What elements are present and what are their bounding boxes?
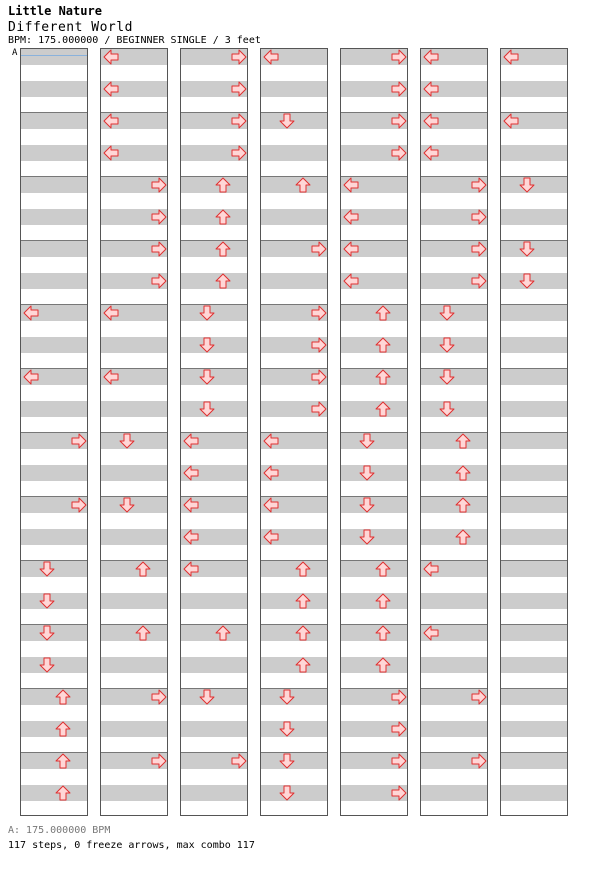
arrow-left-icon xyxy=(263,529,279,545)
beat-stripe xyxy=(21,145,87,161)
arrow-down-icon xyxy=(439,369,455,385)
beat-stripe xyxy=(21,273,87,289)
chart-column xyxy=(340,48,408,816)
beat-stripe xyxy=(21,241,87,257)
beat-stripe xyxy=(261,593,327,609)
beat-stripe xyxy=(421,465,487,481)
beat-stripe xyxy=(341,593,407,609)
arrow-up-icon xyxy=(375,305,391,321)
arrow-down-icon xyxy=(199,337,215,353)
arrow-up-icon xyxy=(55,753,71,769)
arrow-left-icon xyxy=(183,529,199,545)
beat-stripe xyxy=(421,785,487,801)
arrow-up-icon xyxy=(375,401,391,417)
arrow-right-icon xyxy=(231,49,247,65)
beat-stripe xyxy=(421,529,487,545)
arrow-right-icon xyxy=(471,689,487,705)
measure-line xyxy=(341,368,407,369)
arrow-right-icon xyxy=(231,145,247,161)
arrow-up-icon xyxy=(455,465,471,481)
arrow-right-icon xyxy=(151,753,167,769)
beat-stripe xyxy=(501,529,567,545)
beat-stripe xyxy=(341,657,407,673)
beat-stripe xyxy=(501,81,567,97)
arrow-down-icon xyxy=(279,113,295,129)
arrow-right-icon xyxy=(471,209,487,225)
arrow-up-icon xyxy=(55,785,71,801)
arrow-down-icon xyxy=(199,305,215,321)
measure-line xyxy=(341,560,407,561)
arrow-up-icon xyxy=(375,625,391,641)
arrow-right-icon xyxy=(391,81,407,97)
chart-column xyxy=(260,48,328,816)
arrow-up-icon xyxy=(455,497,471,513)
arrow-down-icon xyxy=(39,625,55,641)
measure-line xyxy=(101,624,167,625)
beat-stripe xyxy=(261,561,327,577)
beat-stripe xyxy=(501,753,567,769)
arrow-down-icon xyxy=(519,177,535,193)
beat-stripe xyxy=(261,657,327,673)
arrow-left-icon xyxy=(183,497,199,513)
arrow-right-icon xyxy=(391,49,407,65)
arrow-up-icon xyxy=(295,561,311,577)
arrow-down-icon xyxy=(439,337,455,353)
beat-stripe xyxy=(341,305,407,321)
beat-stripe xyxy=(181,721,247,737)
arrow-right-icon xyxy=(471,177,487,193)
arrow-down-icon xyxy=(199,401,215,417)
beat-stripe xyxy=(101,561,167,577)
arrow-down-icon xyxy=(359,497,375,513)
beat-stripe xyxy=(21,209,87,225)
arrow-right-icon xyxy=(391,721,407,737)
beat-stripe xyxy=(101,593,167,609)
beat-stripe xyxy=(261,209,327,225)
beat-stripe xyxy=(21,465,87,481)
measure-line xyxy=(501,752,567,753)
arrow-left-icon xyxy=(423,145,439,161)
beat-stripe xyxy=(21,401,87,417)
arrow-right-icon xyxy=(311,369,327,385)
arrow-up-icon xyxy=(295,593,311,609)
arrow-left-icon xyxy=(103,305,119,321)
arrow-up-icon xyxy=(455,433,471,449)
measure-line xyxy=(261,560,327,561)
arrow-up-icon xyxy=(295,657,311,673)
arrow-down-icon xyxy=(279,785,295,801)
arrow-right-icon xyxy=(391,689,407,705)
arrow-left-icon xyxy=(423,113,439,129)
beat-stripe xyxy=(181,177,247,193)
arrow-down-icon xyxy=(119,433,135,449)
beat-stripe xyxy=(181,625,247,641)
beat-stripe xyxy=(21,529,87,545)
arrow-up-icon xyxy=(215,625,231,641)
arrow-up-icon xyxy=(455,529,471,545)
arrow-up-icon xyxy=(375,561,391,577)
arrow-down-icon xyxy=(359,465,375,481)
measure-line xyxy=(421,432,487,433)
arrow-left-icon xyxy=(183,561,199,577)
arrow-left-icon xyxy=(23,305,39,321)
measure-line xyxy=(21,176,87,177)
arrow-right-icon xyxy=(151,209,167,225)
song-artist: Little Nature xyxy=(8,4,102,18)
beat-stripe xyxy=(21,753,87,769)
beat-stripe xyxy=(21,177,87,193)
arrow-up-icon xyxy=(375,369,391,385)
arrow-right-icon xyxy=(471,753,487,769)
beat-stripe xyxy=(181,785,247,801)
beat-stripe xyxy=(341,401,407,417)
measure-line xyxy=(501,624,567,625)
beat-stripe xyxy=(261,81,327,97)
beat-stripe xyxy=(261,273,327,289)
measure-line xyxy=(181,176,247,177)
arrow-right-icon xyxy=(311,241,327,257)
song-title: Different World xyxy=(8,20,133,35)
beat-stripe xyxy=(341,561,407,577)
arrow-right-icon xyxy=(151,273,167,289)
arrow-left-icon xyxy=(183,465,199,481)
arrow-down-icon xyxy=(279,689,295,705)
arrow-left-icon xyxy=(263,497,279,513)
arrow-up-icon xyxy=(135,561,151,577)
arrow-left-icon xyxy=(103,145,119,161)
measure-line xyxy=(501,368,567,369)
arrow-right-icon xyxy=(231,113,247,129)
beat-stripe xyxy=(501,497,567,513)
arrow-up-icon xyxy=(55,689,71,705)
measure-line xyxy=(101,560,167,561)
beat-stripe xyxy=(101,657,167,673)
measure-line xyxy=(21,752,87,753)
beat-stripe xyxy=(501,337,567,353)
arrow-right-icon xyxy=(311,337,327,353)
arrow-right-icon xyxy=(231,753,247,769)
beat-stripe xyxy=(501,465,567,481)
arrow-down-icon xyxy=(199,369,215,385)
arrow-down-icon xyxy=(279,753,295,769)
arrow-right-icon xyxy=(311,305,327,321)
arrow-left-icon xyxy=(423,625,439,641)
arrow-down-icon xyxy=(279,721,295,737)
beat-stripe xyxy=(341,625,407,641)
arrow-right-icon xyxy=(151,177,167,193)
measure-line xyxy=(421,496,487,497)
beat-stripe xyxy=(501,209,567,225)
measure-line xyxy=(341,304,407,305)
arrow-up-icon xyxy=(215,273,231,289)
measure-line xyxy=(501,560,567,561)
beat-stripe xyxy=(21,49,87,65)
beat-stripe xyxy=(101,401,167,417)
arrow-left-icon xyxy=(103,49,119,65)
beat-stripe xyxy=(421,593,487,609)
measure-line xyxy=(21,240,87,241)
arrow-left-icon xyxy=(103,81,119,97)
arrow-right-icon xyxy=(231,81,247,97)
arrow-up-icon xyxy=(215,209,231,225)
arrow-right-icon xyxy=(391,145,407,161)
beat-stripe xyxy=(501,145,567,161)
beat-stripe xyxy=(181,209,247,225)
arrow-down-icon xyxy=(39,657,55,673)
chart-column xyxy=(20,48,88,816)
beat-stripe xyxy=(101,337,167,353)
arrow-down-icon xyxy=(199,689,215,705)
beat-stripe xyxy=(101,529,167,545)
measure-line xyxy=(261,624,327,625)
arrow-down-icon xyxy=(119,497,135,513)
beat-stripe xyxy=(21,721,87,737)
beat-stripe xyxy=(501,433,567,449)
arrow-down-icon xyxy=(359,433,375,449)
arrow-up-icon xyxy=(295,177,311,193)
arrow-right-icon xyxy=(311,401,327,417)
beat-stripe xyxy=(21,337,87,353)
arrow-left-icon xyxy=(23,369,39,385)
measure-line xyxy=(181,624,247,625)
beat-stripe xyxy=(21,113,87,129)
beat-stripe xyxy=(181,657,247,673)
arrow-left-icon xyxy=(503,113,519,129)
beat-stripe xyxy=(101,625,167,641)
arrow-left-icon xyxy=(263,49,279,65)
beat-stripe xyxy=(421,433,487,449)
arrow-right-icon xyxy=(151,241,167,257)
arrow-left-icon xyxy=(343,241,359,257)
beat-stripe xyxy=(501,785,567,801)
beat-stripe xyxy=(181,273,247,289)
arrow-left-icon xyxy=(263,433,279,449)
arrow-up-icon xyxy=(215,177,231,193)
beat-stripe xyxy=(21,81,87,97)
beat-stripe xyxy=(421,657,487,673)
bpm-legend: A: 175.000000 BPM xyxy=(8,825,111,836)
arrow-left-icon xyxy=(343,209,359,225)
beat-stripe xyxy=(421,721,487,737)
arrow-left-icon xyxy=(423,561,439,577)
arrow-down-icon xyxy=(439,401,455,417)
arrow-up-icon xyxy=(135,625,151,641)
beat-stripe xyxy=(21,689,87,705)
measure-line xyxy=(341,624,407,625)
arrow-right-icon xyxy=(151,689,167,705)
beat-stripe xyxy=(181,241,247,257)
arrow-left-icon xyxy=(343,177,359,193)
measure-line xyxy=(21,112,87,113)
beat-stripe xyxy=(341,337,407,353)
beat-stripe xyxy=(501,593,567,609)
arrow-left-icon xyxy=(423,81,439,97)
beat-stripe xyxy=(261,177,327,193)
arrow-right-icon xyxy=(471,273,487,289)
measure-line xyxy=(501,432,567,433)
measure-line xyxy=(261,176,327,177)
beat-stripe xyxy=(501,369,567,385)
chart-column xyxy=(500,48,568,816)
beat-stripe xyxy=(21,785,87,801)
chart-column xyxy=(100,48,168,816)
bpm-change-line xyxy=(21,55,87,56)
arrow-up-icon xyxy=(215,241,231,257)
step-stats: 117 steps, 0 freeze arrows, max combo 117 xyxy=(8,840,255,851)
measure-line xyxy=(181,240,247,241)
beat-stripe xyxy=(501,401,567,417)
measure-line xyxy=(501,304,567,305)
arrow-down-icon xyxy=(519,241,535,257)
beat-stripe xyxy=(101,785,167,801)
arrow-right-icon xyxy=(391,785,407,801)
beat-stripe xyxy=(501,721,567,737)
arrow-left-icon xyxy=(183,433,199,449)
arrow-right-icon xyxy=(391,753,407,769)
beat-stripe xyxy=(501,561,567,577)
beat-stripe xyxy=(181,593,247,609)
arrow-right-icon xyxy=(471,241,487,257)
arrow-down-icon xyxy=(39,593,55,609)
beat-stripe xyxy=(341,369,407,385)
arrow-left-icon xyxy=(343,273,359,289)
measure-line xyxy=(501,496,567,497)
beat-stripe xyxy=(261,145,327,161)
arrow-right-icon xyxy=(71,497,87,513)
arrow-down-icon xyxy=(519,273,535,289)
arrow-down-icon xyxy=(359,529,375,545)
beat-stripe xyxy=(501,689,567,705)
arrow-up-icon xyxy=(375,337,391,353)
arrow-up-icon xyxy=(375,657,391,673)
beat-stripe xyxy=(501,305,567,321)
beat-stripe xyxy=(501,657,567,673)
arrow-left-icon xyxy=(103,369,119,385)
arrow-right-icon xyxy=(391,113,407,129)
beat-stripe xyxy=(261,625,327,641)
beat-stripe xyxy=(501,625,567,641)
arrow-up-icon xyxy=(375,593,391,609)
arrow-left-icon xyxy=(423,49,439,65)
arrow-left-icon xyxy=(503,49,519,65)
arrow-left-icon xyxy=(263,465,279,481)
arrow-up-icon xyxy=(55,721,71,737)
arrow-right-icon xyxy=(71,433,87,449)
chart-column xyxy=(180,48,248,816)
arrow-left-icon xyxy=(103,113,119,129)
beat-stripe xyxy=(421,497,487,513)
arrow-down-icon xyxy=(439,305,455,321)
arrow-up-icon xyxy=(295,625,311,641)
beat-stripe xyxy=(101,465,167,481)
measure-line xyxy=(501,688,567,689)
chart-info: BPM: 175.000000 / BEGINNER SINGLE / 3 feet xyxy=(8,35,261,46)
arrow-down-icon xyxy=(39,561,55,577)
chart-column xyxy=(420,48,488,816)
measure-line xyxy=(21,688,87,689)
bpm-marker: A xyxy=(12,48,18,58)
beat-stripe xyxy=(101,721,167,737)
